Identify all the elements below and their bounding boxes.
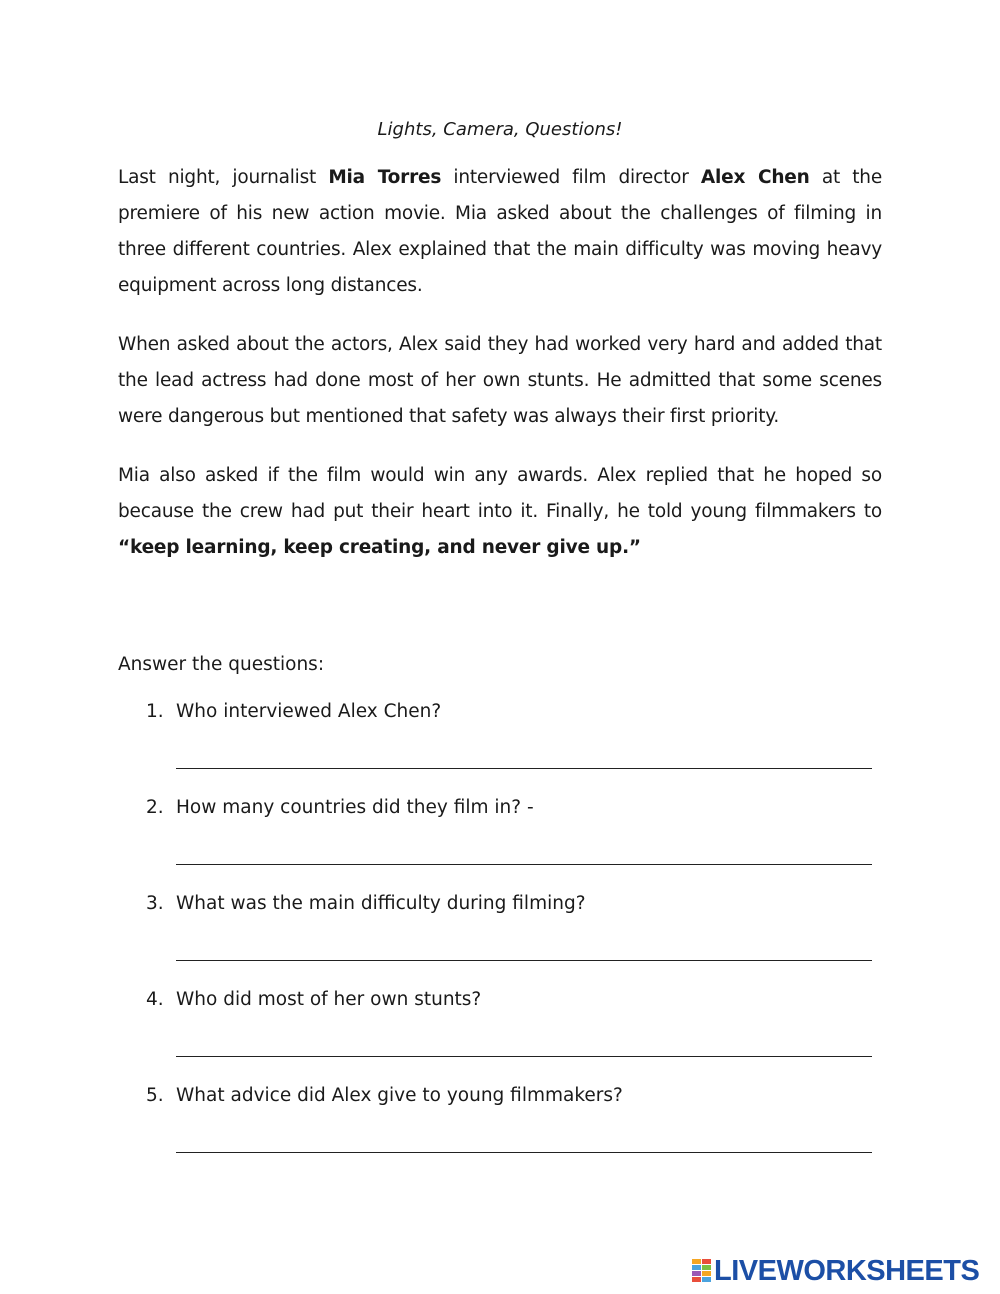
answer-field[interactable]	[176, 960, 872, 961]
paragraph-1-text-b: interviewed film director	[441, 167, 701, 188]
worksheet-title: Lights, Camera, Questions!	[377, 119, 623, 140]
paragraph-2: When asked about the actors, Alex said they had worked very hard and added that the lead actress had done most of her own stunts. He admitted that some scenes were dangerous but mentioned that safety was always their first priority.	[118, 334, 882, 427]
answer-field[interactable]	[176, 768, 872, 769]
answer-field[interactable]	[176, 1056, 872, 1057]
question-number: 3.	[146, 893, 164, 914]
paragraph-3	[118, 458, 882, 566]
question-number: 5.	[146, 1085, 164, 1106]
question-number: 4.	[146, 989, 164, 1010]
paragraph-1-text-c: at the premiere of his new action movie. Mia asked about the challenges of filming in three different countries. Alex explained that the main difficulty was moving heavy equipment across long distances.	[118, 167, 882, 296]
question-text: Who interviewed Alex Chen?	[176, 701, 442, 722]
advice-quote: “keep learning, keep creating, and never give up.”	[118, 537, 641, 558]
question-text: What was the main difficulty during filming?	[176, 893, 586, 914]
paragraph-1	[118, 160, 882, 304]
journalist-name: Mia Torres	[328, 167, 442, 188]
question-text: How many countries did they film in? -	[176, 797, 534, 818]
director-name: Alex Chen	[700, 167, 810, 188]
question-text: What advice did Alex give to young filmmakers?	[176, 1085, 623, 1106]
question-text: Who did most of her own stunts?	[176, 989, 482, 1010]
question-number: 2.	[146, 797, 164, 818]
liveworksheets-brand	[692, 1256, 979, 1286]
answer-field[interactable]	[176, 1152, 872, 1153]
paragraph-3-text: Mia also asked if the film would win any awards. Alex replied that he hoped so because the crew had put their heart into it. Finally, he told young filmmakers to	[118, 465, 882, 522]
instructions-heading: Answer the questions:	[118, 654, 325, 675]
liveworksheets-logo-icon	[692, 1259, 712, 1283]
paragraph-1-text-a: Last night, journalist	[118, 167, 329, 188]
brand-name: LIVEWORKSHEETS	[714, 1255, 980, 1287]
question-number: 1.	[146, 701, 164, 722]
answer-field[interactable]	[176, 864, 872, 865]
